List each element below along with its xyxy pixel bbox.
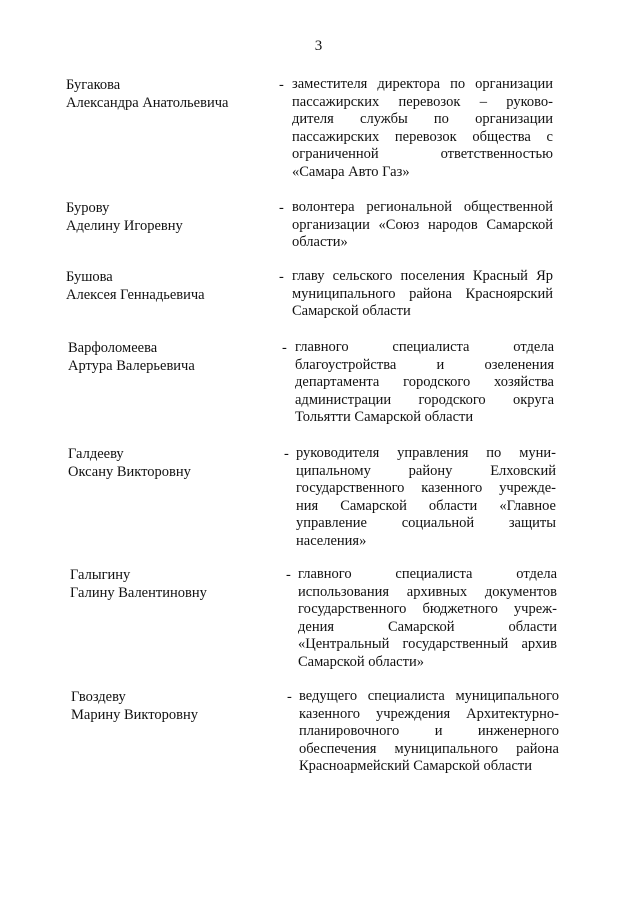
person-given-names: Аделину Игоревну [66, 218, 183, 234]
description-line: главного специалиста отдела [298, 566, 557, 582]
person-surname: Гвоздеву [71, 689, 126, 705]
page-number: 3 [314, 38, 323, 54]
description-line: Тольятти Самарской области [295, 409, 474, 426]
position-description [292, 76, 553, 182]
person-surname: Бугакова [66, 77, 121, 93]
person-surname: Варфоломеева [68, 340, 158, 356]
description-line: ния Самарской области «Главное [296, 497, 556, 514]
description-line: ведущего специалиста муниципального [299, 688, 559, 704]
person-given-names: Марину Викторовну [71, 707, 199, 723]
description-line: заместителя директора по организации [292, 76, 553, 92]
list-dash: - [286, 567, 291, 583]
list-dash: - [279, 200, 284, 216]
list-dash: - [284, 446, 289, 462]
description-line: «Самара Авто Газ» [292, 163, 410, 180]
description-line: муниципального района Красноярский [292, 285, 553, 302]
description-line: обеспечения муниципального района [299, 740, 559, 757]
description-line: планировочного и инженерного [299, 723, 559, 740]
description-line: управление социальной защиты [296, 515, 556, 532]
description-line: использования архивных документов [298, 583, 557, 600]
description-line: благоустройства и озеленения [295, 356, 554, 373]
description-line: руководителя управления по муни- [296, 445, 556, 461]
description-line: области» [292, 234, 348, 251]
description-line: дителя службы по организации [292, 111, 553, 128]
description-line: Самарской области [292, 303, 411, 320]
description-line: ципальному району Елховский [296, 462, 556, 479]
description-line: пассажирских перевозок общества с [292, 128, 553, 145]
description-line: департамента городского хозяйства [295, 374, 554, 391]
description-line: государственного бюджетного учреж- [298, 601, 557, 618]
list-dash: - [279, 77, 284, 93]
description-line: населения» [296, 532, 367, 549]
list-dash: - [282, 340, 287, 356]
description-line: Красноармейский Самарской области [299, 758, 532, 775]
list-dash: - [287, 689, 292, 705]
position-description [298, 566, 557, 672]
person-given-names: Артура Валерьевича [68, 358, 195, 374]
description-line: волонтера региональной общественной [292, 199, 553, 215]
list-dash: - [279, 269, 284, 285]
description-line: «Центральный государственный архив [298, 636, 557, 653]
description-line: администрации городского округа [295, 391, 554, 408]
description-line: главного специалиста отдела [295, 339, 554, 355]
description-line: пассажирских перевозок – руково- [292, 93, 553, 110]
description-line: организации «Союз народов Самарской [292, 216, 553, 233]
person-given-names: Александра Анатольевича [66, 95, 229, 111]
person-given-names: Алексея Геннадьевича [66, 287, 205, 303]
position-description [295, 339, 554, 427]
description-line: казенного учреждения Архитектурно- [299, 705, 559, 722]
description-line: Самарской области» [298, 653, 424, 670]
person-given-names: Галину Валентиновну [70, 585, 207, 601]
person-given-names: Оксану Викторовну [68, 464, 191, 480]
description-line: главу сельского поселения Красный Яр [292, 268, 553, 284]
person-surname: Галдееву [68, 446, 124, 462]
description-line: дения Самарской области [298, 618, 557, 635]
person-surname: Галыгину [70, 567, 131, 583]
position-description [292, 199, 553, 252]
position-description [299, 688, 559, 776]
description-line: государственного казенного учрежде- [296, 480, 556, 497]
person-surname: Бурову [66, 200, 110, 216]
person-surname: Бушова [66, 269, 113, 285]
description-line: ограниченной ответственностью [292, 146, 553, 163]
position-description [292, 268, 553, 321]
position-description [296, 445, 556, 551]
